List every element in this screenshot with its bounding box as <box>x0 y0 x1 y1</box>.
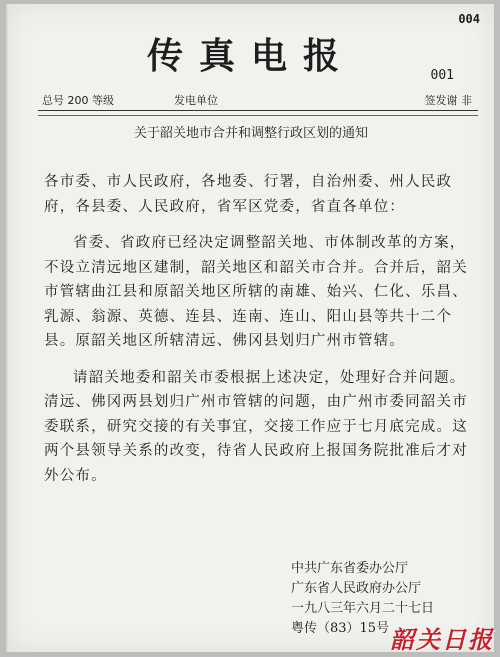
meta-row <box>38 92 478 111</box>
sender-field: 发电单位 <box>174 94 218 107</box>
body-paragraph: 省委、省政府已经决定调整韶关地、市体制改革的方案，不设立清远地区建制，韶关地区和韶关市合并。合并后，韶关市管辖曲江县和原韶关地区所辖的南雄、始兴、仁化、乐昌、乳源、翁源、英德、连县、连南、连山、阳山县等共十二个县。原韶关地区所辖清远、佛冈县划归广州市管辖。 <box>44 235 468 349</box>
body-paragraph: 请韶关地委和韶关市委根据上述决定，处理好合并问题。清远、佛冈两县划归广州市管辖的问题，由广州市委同韶关市委联系，研究交接的有关事宜，交接工作应于七月底完成。这两个县领导关系的改变，待省人民政府上报国务院批准后才对外公布。 <box>44 369 468 484</box>
page-number: 001 <box>430 68 454 83</box>
newspaper-watermark: 韶关日报 <box>390 625 494 654</box>
signature-org-2: 广东省人民政府办公厅 <box>290 581 421 596</box>
fax-document <box>6 4 494 652</box>
addressee-paragraph: 各市委、市人民政府，各地委、行署，自治州委、州人民政府，各县委、人民政府，省军区党委，省直各单位： <box>44 174 453 215</box>
signature-date: 一九八三年六月二十七日 <box>290 601 434 616</box>
subject-line: 关于韶关地市合并和调整行政区划的通知 <box>133 126 368 141</box>
signer-field: 签发谢 非 <box>424 94 472 107</box>
signature-org-1: 中共广东省委办公厅 <box>290 561 408 576</box>
divider <box>38 115 478 116</box>
document-reference: 粤传（83）15号 <box>290 621 390 636</box>
serial-field: 总号 200 等级 <box>42 94 114 107</box>
corner-number: 004 <box>458 12 480 26</box>
body-text <box>44 170 476 500</box>
document-title: 传真电报 <box>146 35 355 77</box>
